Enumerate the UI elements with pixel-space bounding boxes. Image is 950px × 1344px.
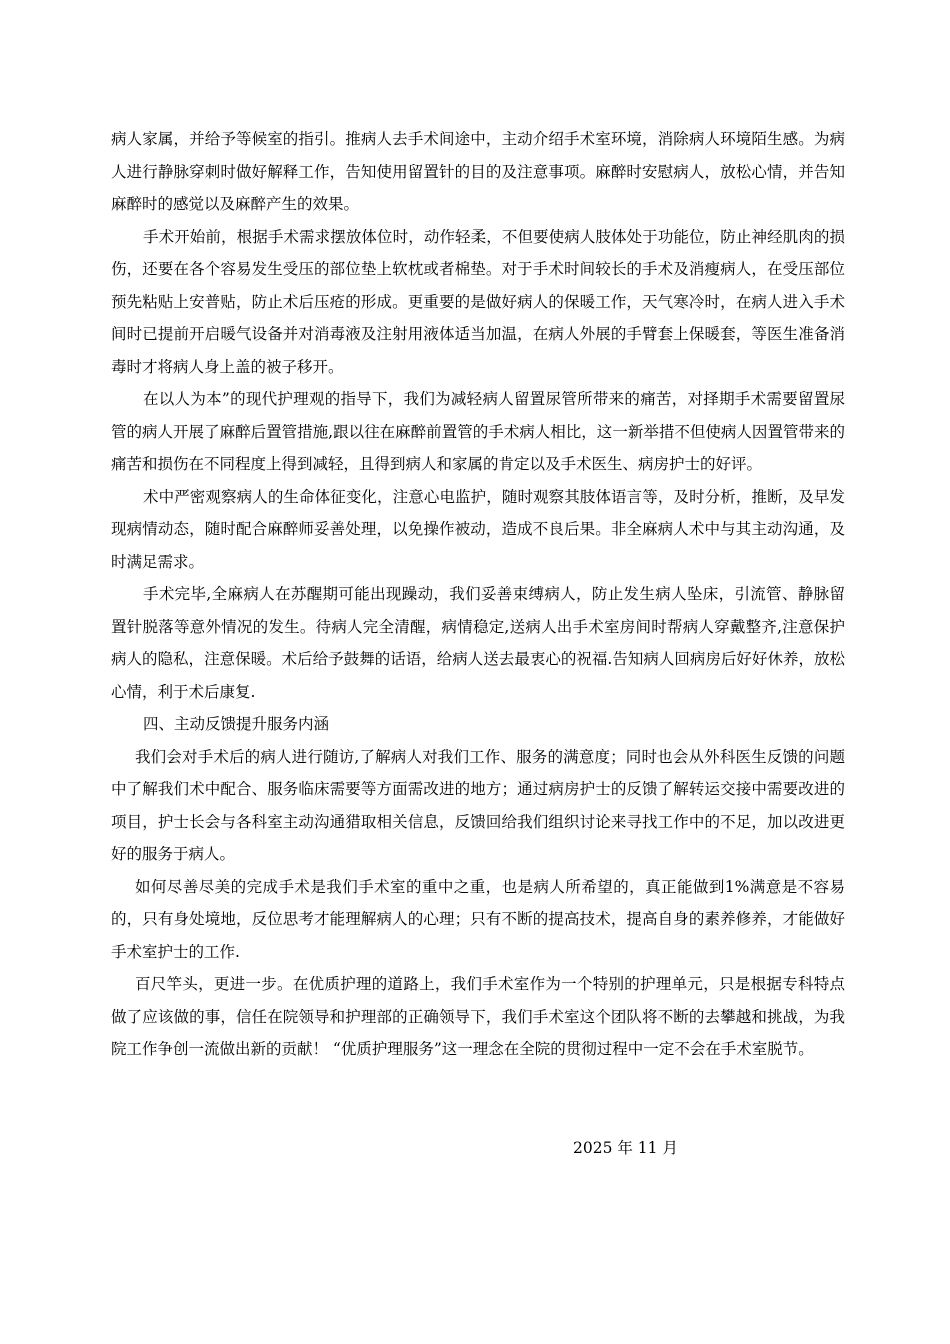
section-heading-feedback: 四、主动反馈提升服务内涵	[143, 715, 330, 733]
paragraph-followup: 我们会对手术后的病人进行随访,了解病人对我们工作、服务的满意度；同时也会从外科医生反馈的问题中了解我们术中配合、服务临床需要等方面需改进的地方；通过病房护士的反馈了解转运交接中需要改进的项目，护士长会与各科室主动沟通猎取相关信息，反馈回给我们组织讨论来寻找工作中的不足，加以改进更好的服务于病人。	[111, 747, 845, 863]
paragraph-excellence: 如何尽善尽美的完成手术是我们手术室的重中之重，也是病人所希望的，真正能做到1%满意是不容易的，只有身处境地，反位思考才能理解病人的心理；只有不断的提高技术，提高自身的素养修养，才能做好手术室护士的工作.	[111, 877, 845, 961]
paragraph-patient-guidance: 病人家属，并给予等候室的指引。推病人去手术间途中，主动介绍手术室环境，消除病人环境陌生感。为病人进行静脉穿刺时做好解释工作，告知使用留置针的目的及注意事项。麻醉时安慰病人，放松心情，并告知麻醉时的感觉以及麻醉产生的效果。	[111, 130, 845, 213]
paragraph-monitoring: 术中严密观察病人的生命体征变化，注意心电监护，随时观察其肢体语言等，及时分析，推断，及早发现病情动态，随时配合麻醉师妥善处理，以免操作被动，造成不良后果。非全麻病人术中与其主动沟通，及时满足需求。	[111, 487, 845, 571]
document-body	[111, 123, 845, 1066]
paragraph-conclusion: 百尺竿头，更进一步。在优质护理的道路上，我们手术室作为一个特别的护理单元，只是根据专科特点做了应该做的事，信任在院领导和护理部的正确领导下，我们手术室这个团队将不断的去攀越和挑战，为我院工作争创一流做出新的贡献！ “优质护理服务”这一理念在全院的贯彻过程中一定不会在手术室脱节。	[111, 975, 845, 1058]
paragraph-recovery: 手术完毕,全麻病人在苏醒期可能出现躁动，我们妥善束缚病人，防止发生病人坠床，引流管、静脉留置针脱落等意外情况的发生。待病人完全清醒，病情稳定,送病人出手术室房间时帮病人穿戴整齐,注意保护病人的隐私，注意保暖。术后给予鼓舞的话语，给病人送去最衷心的祝福.告知病人回病房后好好休养，放松心情，利于术后康复.	[111, 585, 845, 701]
paragraph-catheter: 在以人为本”的现代护理观的指导下，我们为减轻病人留置尿管所带来的痛苦，对择期手术需要留置尿管的病人开展了麻醉后置管措施,跟以往在麻醉前置管的手术病人相比，这一新举措不但使病人因置管带来的痛苦和损伤在不同程度上得到减轻，且得到病人和家属的肯定以及手术医生、病房护士的好评。	[111, 390, 845, 473]
document-date: 2025 年 11 月	[573, 1139, 678, 1157]
paragraph-positioning: 手术开始前，根据手术需求摆放体位时，动作轻柔，不但要使病人肢体处于功能位，防止神经肌肉的损伤，还要在各个容易发生受压的部位垫上软枕或者棉垫。对于手术时间较长的手术及消瘦病人，在受压部位预先粘贴上安普贴，防止术后压疮的形成。更重要的是做好病人的保暖工作，天气寒冷时，在病人进入手术间时已提前开启暖气设备并对消毒液及注射用液体适当加温，在病人外展的手臂套上保暖套，等医生准备消毒时才将病人身上盖的被子移开。	[111, 227, 845, 376]
